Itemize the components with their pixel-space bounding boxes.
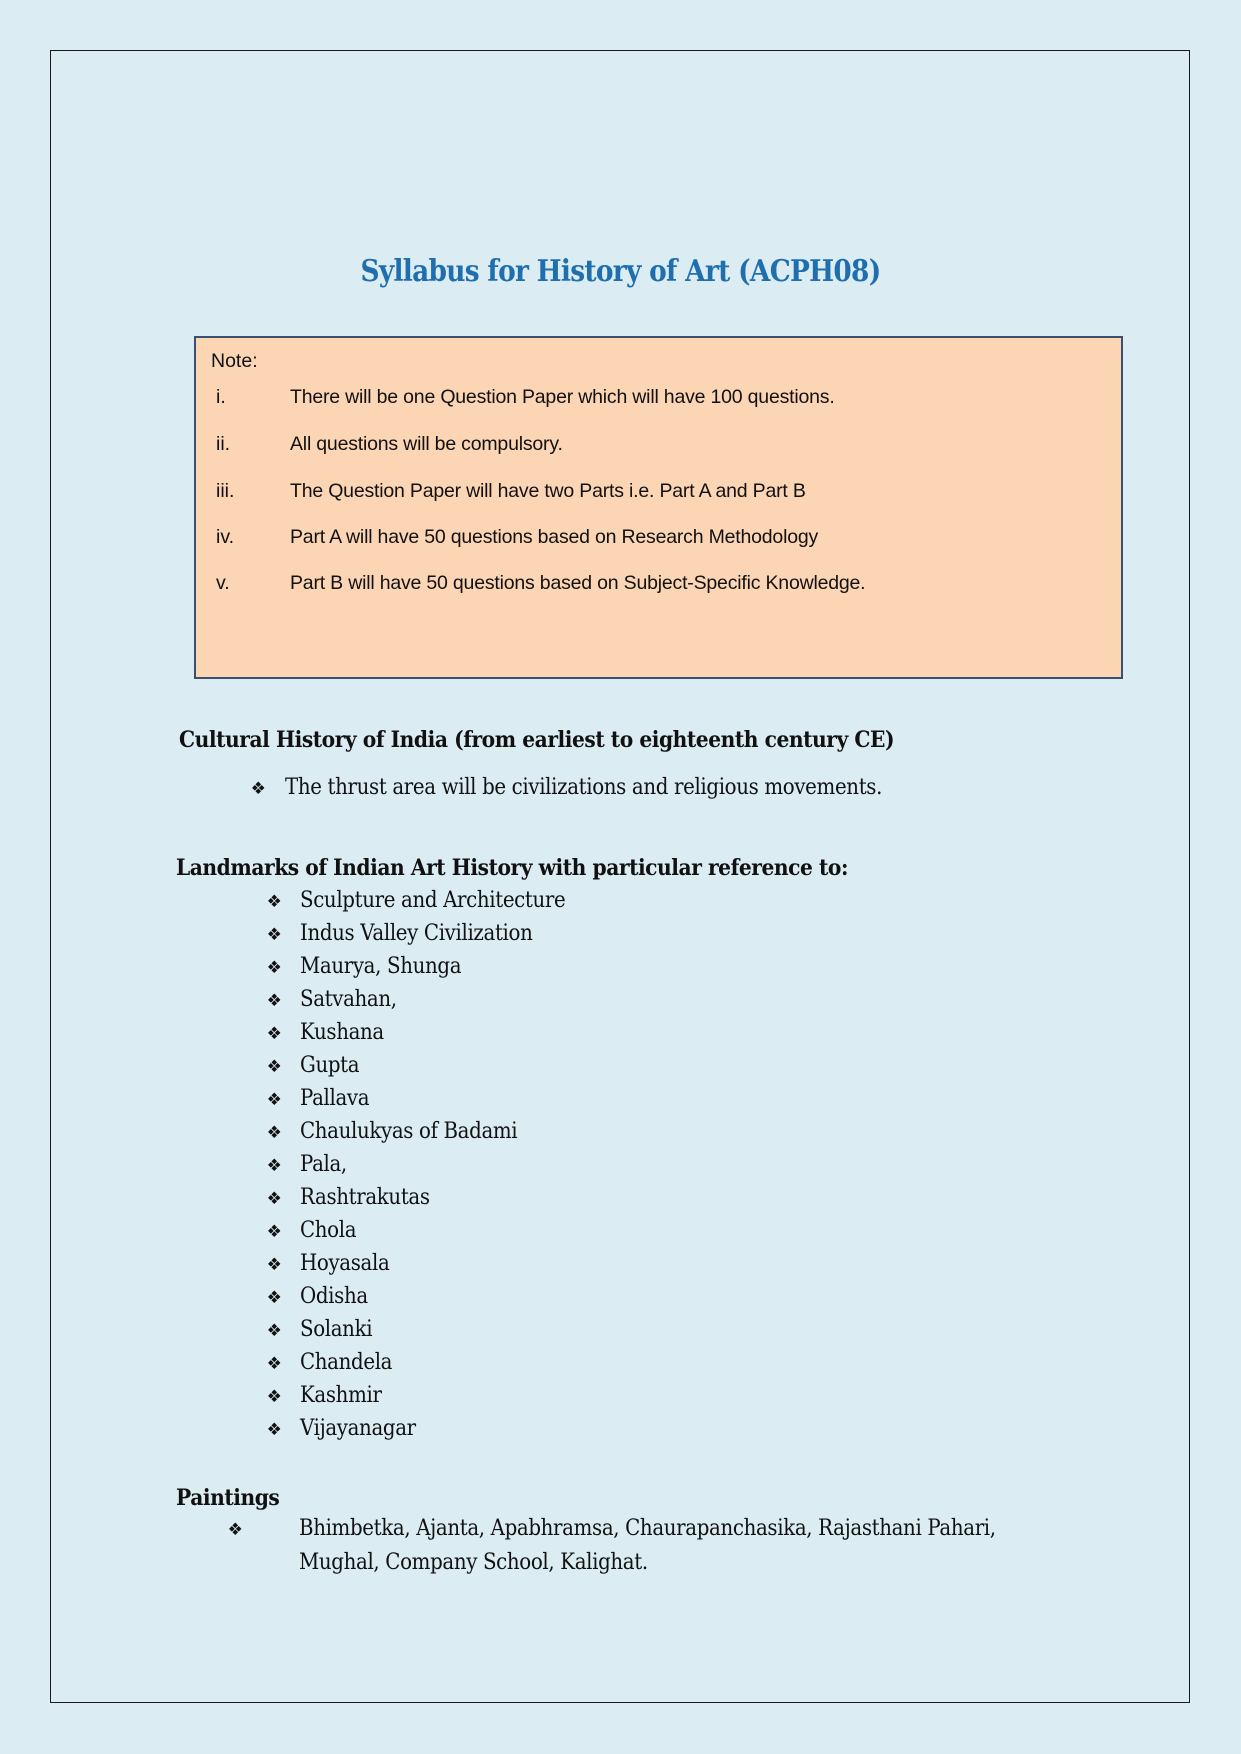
note-item-text: Part A will have 50 questions based on Research Methodology [290,526,819,548]
diamond-bullet-icon: ❖ [227,1520,243,1540]
page-title: Syllabus for History of Art (ACPH08) [360,254,881,289]
list-item-text: Hoyasala [300,1251,390,1276]
list-item-text: Chola [300,1218,357,1243]
list-item-text: Pala, [300,1152,347,1177]
note-item-number: iv. [216,526,235,548]
list-item-text: Solanki [300,1317,373,1342]
diamond-bullet-icon: ❖ [266,991,282,1011]
note-item-text: Part B will have 50 questions based on Subject-Specific Knowledge. [290,572,866,594]
list-item-text: Maurya, Shunga [300,954,462,979]
section-heading-paintings: Paintings [176,1485,280,1511]
list-item-text: Odisha [300,1284,368,1309]
diamond-bullet-icon: ❖ [266,1420,282,1440]
note-label: Note: [211,350,258,372]
note-item-number: iii. [216,480,235,502]
diamond-bullet-icon: ❖ [266,958,282,978]
list-item-text: Vijayanagar [300,1416,416,1441]
note-item-number: ii. [216,433,231,455]
diamond-bullet-icon: ❖ [266,1024,282,1044]
note-item-text: The Question Paper will have two Parts i.e. Part A and Part B [290,480,806,502]
diamond-bullet-icon: ❖ [266,1189,282,1209]
note-box [194,336,1123,679]
note-item-text: All questions will be compulsory. [290,433,563,455]
list-item-text: Indus Valley Civilization [300,921,533,946]
diamond-bullet-icon: ❖ [266,1123,282,1143]
diamond-bullet-icon: ❖ [266,892,282,912]
diamond-bullet-icon: ❖ [266,1354,282,1374]
diamond-bullet-icon: ❖ [250,779,266,799]
diamond-bullet-icon: ❖ [266,925,282,945]
diamond-bullet-icon: ❖ [266,1222,282,1242]
note-item-number: i. [216,386,226,408]
section-heading-landmarks: Landmarks of Indian Art History with particular reference to: [176,855,848,881]
diamond-bullet-icon: ❖ [266,1321,282,1341]
list-item-text: The thrust area will be civilizations and religious movements. [285,775,883,800]
list-item-text: Kushana [300,1020,384,1045]
diamond-bullet-icon: ❖ [266,1288,282,1308]
list-item-text: Satvahan, [300,987,397,1012]
diamond-bullet-icon: ❖ [266,1255,282,1275]
list-item-text: Pallava [300,1086,370,1111]
list-item-text: Kashmir [300,1383,382,1408]
list-item-text: Chaulukyas of Badami [300,1119,518,1144]
diamond-bullet-icon: ❖ [266,1156,282,1176]
note-item-text: There will be one Question Paper which will have 100 questions. [290,386,835,408]
diamond-bullet-icon: ❖ [266,1387,282,1407]
diamond-bullet-icon: ❖ [266,1057,282,1077]
list-item-text: Mughal, Company School, Kalighat. [299,1550,648,1575]
note-item-number: v. [216,572,230,594]
list-item-text: Sculpture and Architecture [300,888,566,913]
list-item-text: Rashtrakutas [300,1185,430,1210]
section-heading-cultural-history: Cultural History of India (from earliest to eighteenth century CE) [179,727,895,753]
diamond-bullet-icon: ❖ [266,1090,282,1110]
list-item-text: Gupta [300,1053,360,1078]
list-item-text: Bhimbetka, Ajanta, Apabhramsa, Chaurapanchasika, Rajasthani Pahari, [299,1516,996,1541]
list-item-text: Chandela [300,1350,393,1375]
